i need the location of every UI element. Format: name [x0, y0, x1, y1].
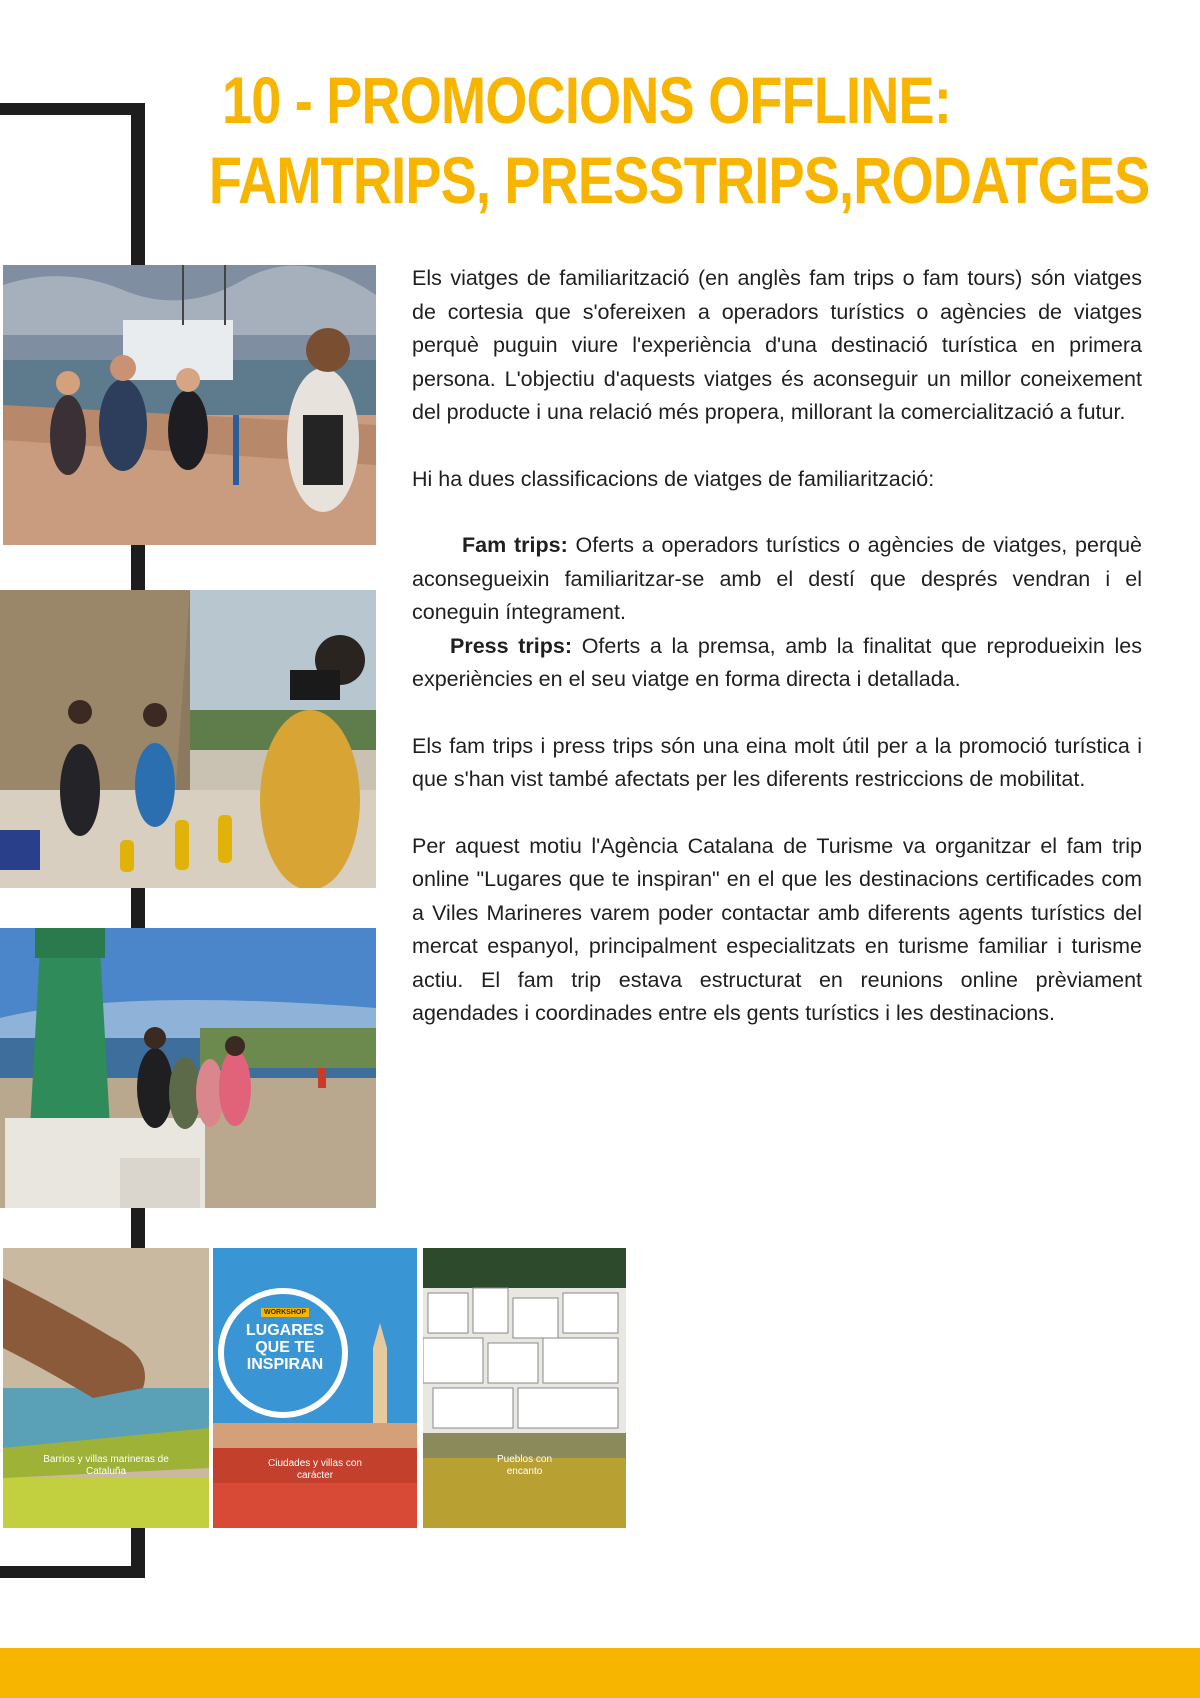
cover-barrios-villas [3, 1248, 209, 1528]
paragraph-online-famtrip: Per aquest motiu l'Agència Catalana de Turisme va organitzar el fam trip online "Lugares que te inspiran" en el que les destinacions certificades com a Viles Marineres varem poder contactar amb diferents agents turístics del mercat espanyol, principalment especialitzats en turisme familiar i turisme actiu. El fam trip estava estructurat en reunions online prèviament agendades i coordinades entre els gents turístics i les destinacions. [412, 833, 1142, 1025]
press-trips-label: Press trips: [450, 633, 573, 658]
fam-trips-label: Fam trips: [462, 533, 568, 557]
paragraph-restrictions: Els fam trips i press trips són una eina molt útil per a la promoció turística i que s'han vist també afectats per les diferents restriccions de mobilitat. [412, 733, 1142, 791]
paragraph-intro: Els viatges de familiarització (en anglès fam trips o fam tours) són viatges de cortesia que s'ofereixen a operadors turístics o agències de viatges perquè puguin viure l'experiència d'una destinació turística en primera persona. L'objectiu d'aquests viatges és aconseguir un millor coneixement del producte i una relació més propera, millorant la comercialització a futur. [412, 266, 1142, 424]
footer-bar [0, 1648, 1200, 1698]
page-title [208, 60, 1150, 220]
title-line-1: 10 - PROMOCIONS OFFLINE: [222, 63, 952, 137]
fam-trips-text: Oferts a operadors turístics o agències de viatges, perquè aconsegueixin familiaritzar-se amb el destí que després vendran i el coneguin íntegrament. [412, 533, 1142, 624]
cover-left-label: Barrios y villas marineras de Cataluña [43, 1454, 169, 1477]
cover-lugares-inspiran [213, 1248, 417, 1528]
photo-diving-equipment [0, 590, 376, 888]
cover-pueblos-encanto [423, 1248, 626, 1528]
body-text [412, 262, 1142, 1031]
cover-center-label: Ciudades y villas con carácter [268, 1458, 362, 1481]
press-trips-text: Oferts a la premsa, amb la finalitat que reprodueixin les experiències en el seu viatge en forma directa i detallada. [412, 633, 1142, 691]
title-line-2: FAMTRIPS, PRESSTRIPS,RODATGES [208, 143, 1150, 217]
frame-bottom-bar [0, 1566, 145, 1578]
cover-right-label: Pueblos con encanto [496, 1454, 553, 1477]
photo-marina-group [3, 265, 376, 545]
paragraph-classifications: Hi ha dues classificacions de viatges de familiarització: [412, 466, 935, 491]
paragraph-press-trips [412, 630, 1142, 697]
photo-lighthouse-group [0, 928, 376, 1208]
paragraph-fam-trips [412, 529, 1142, 630]
cover-center-title: LUGARES QUE TE INSPIRAN [245, 1322, 325, 1373]
frame-top-bar [0, 103, 145, 115]
cover-center-badge: WORKSHOP [261, 1308, 309, 1317]
